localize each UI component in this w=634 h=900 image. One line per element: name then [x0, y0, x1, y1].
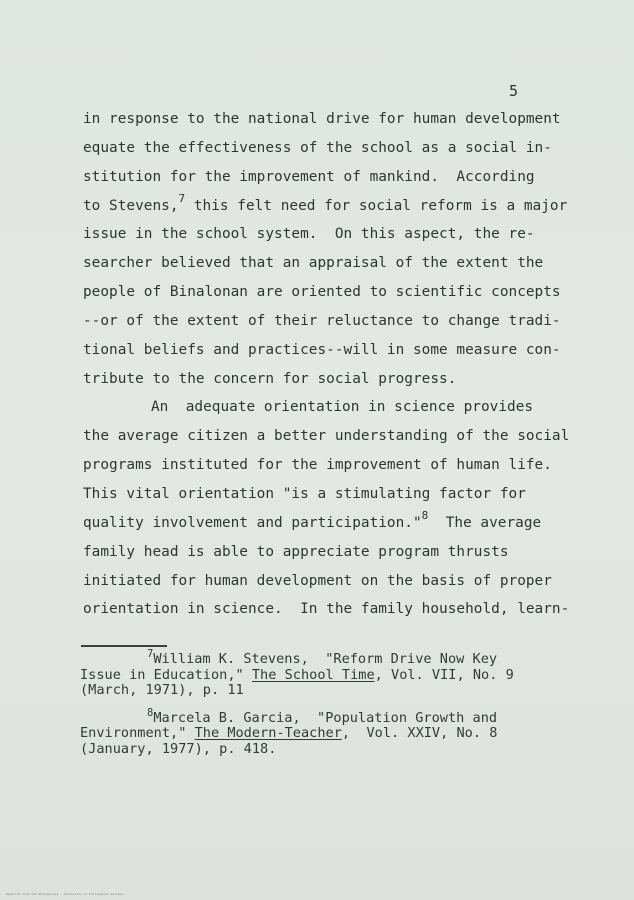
text-segment: The average: [428, 514, 542, 531]
footnote-number: 7: [147, 648, 154, 660]
text-line: programs instituted for the improvement of human life.: [83, 457, 552, 474]
footnote-text: (March, 1971), p. 11: [80, 682, 244, 698]
text-line: stitution for the improvement of mankind. According: [83, 168, 535, 185]
text-line: the average citizen a better understanding of the social: [83, 428, 570, 445]
footnote-8: [80, 706, 580, 758]
footnote-text: , Vol. XXIV, No. 8: [341, 725, 498, 741]
footnotes: [80, 648, 580, 769]
text-line: in response to the national drive for human development: [83, 111, 561, 127]
text-line: equate the effectiveness of the school as a social in-: [83, 139, 552, 156]
text-line: tribute to the concern for social progress.: [83, 370, 457, 387]
footnote-7: [80, 648, 580, 699]
footnote-separator: [81, 645, 167, 647]
text-line: family head is able to appreciate program thrusts: [83, 543, 509, 560]
text-segment: quality involvement and participation.": [83, 514, 422, 531]
footnote-number: 8: [147, 706, 154, 719]
text-line: [83, 192, 583, 221]
archive-watermark: Material from the Philippines · University of Philippines Diliman: [6, 892, 124, 896]
footnote-source-title: The School Time: [251, 666, 375, 683]
text-line: searcher believed that an appraisal of the extent the: [83, 255, 544, 272]
text-line: initiated for human development on the basis of proper: [83, 572, 552, 589]
text-line: --or of the extent of their reluctance to change tradi-: [83, 312, 561, 329]
text-line: orientation in science. In the family household, learn-: [83, 601, 570, 618]
footnote-source-title: The Modern-Teacher: [194, 725, 342, 741]
footnote-text: , Vol. VII, No. 9: [374, 666, 514, 683]
footnote-text: Marcela B. Garcia, "Population Growth and: [153, 709, 498, 726]
text-line: tional beliefs and practices--will in some measure con-: [83, 341, 561, 358]
page-number: 5: [509, 82, 519, 100]
footnote-text: (January, 1977), p. 418.: [80, 740, 277, 757]
text-segment: this felt need for social reform is a major: [185, 197, 568, 214]
paragraph-start-line: An adequate orientation in science provides: [151, 399, 534, 416]
footnote-ref-8: 8: [421, 508, 429, 522]
text-line: issue in the school system. On this aspect, the re-: [83, 226, 535, 243]
text-line: [83, 509, 583, 538]
text-segment: to Stevens,: [83, 197, 179, 214]
footnote-ref-7: 7: [178, 191, 186, 205]
body-text: [83, 105, 583, 624]
text-line: This vital orientation "is a stimulating factor for: [83, 485, 526, 502]
footnote-text: Environment,": [80, 725, 195, 741]
footnote-text: William K. Stevens, "Reform Drive Now Key: [153, 651, 498, 667]
footnote-text: Issue in Education,": [80, 666, 252, 683]
text-line: people of Binalonan are oriented to scientific concepts: [83, 284, 561, 301]
